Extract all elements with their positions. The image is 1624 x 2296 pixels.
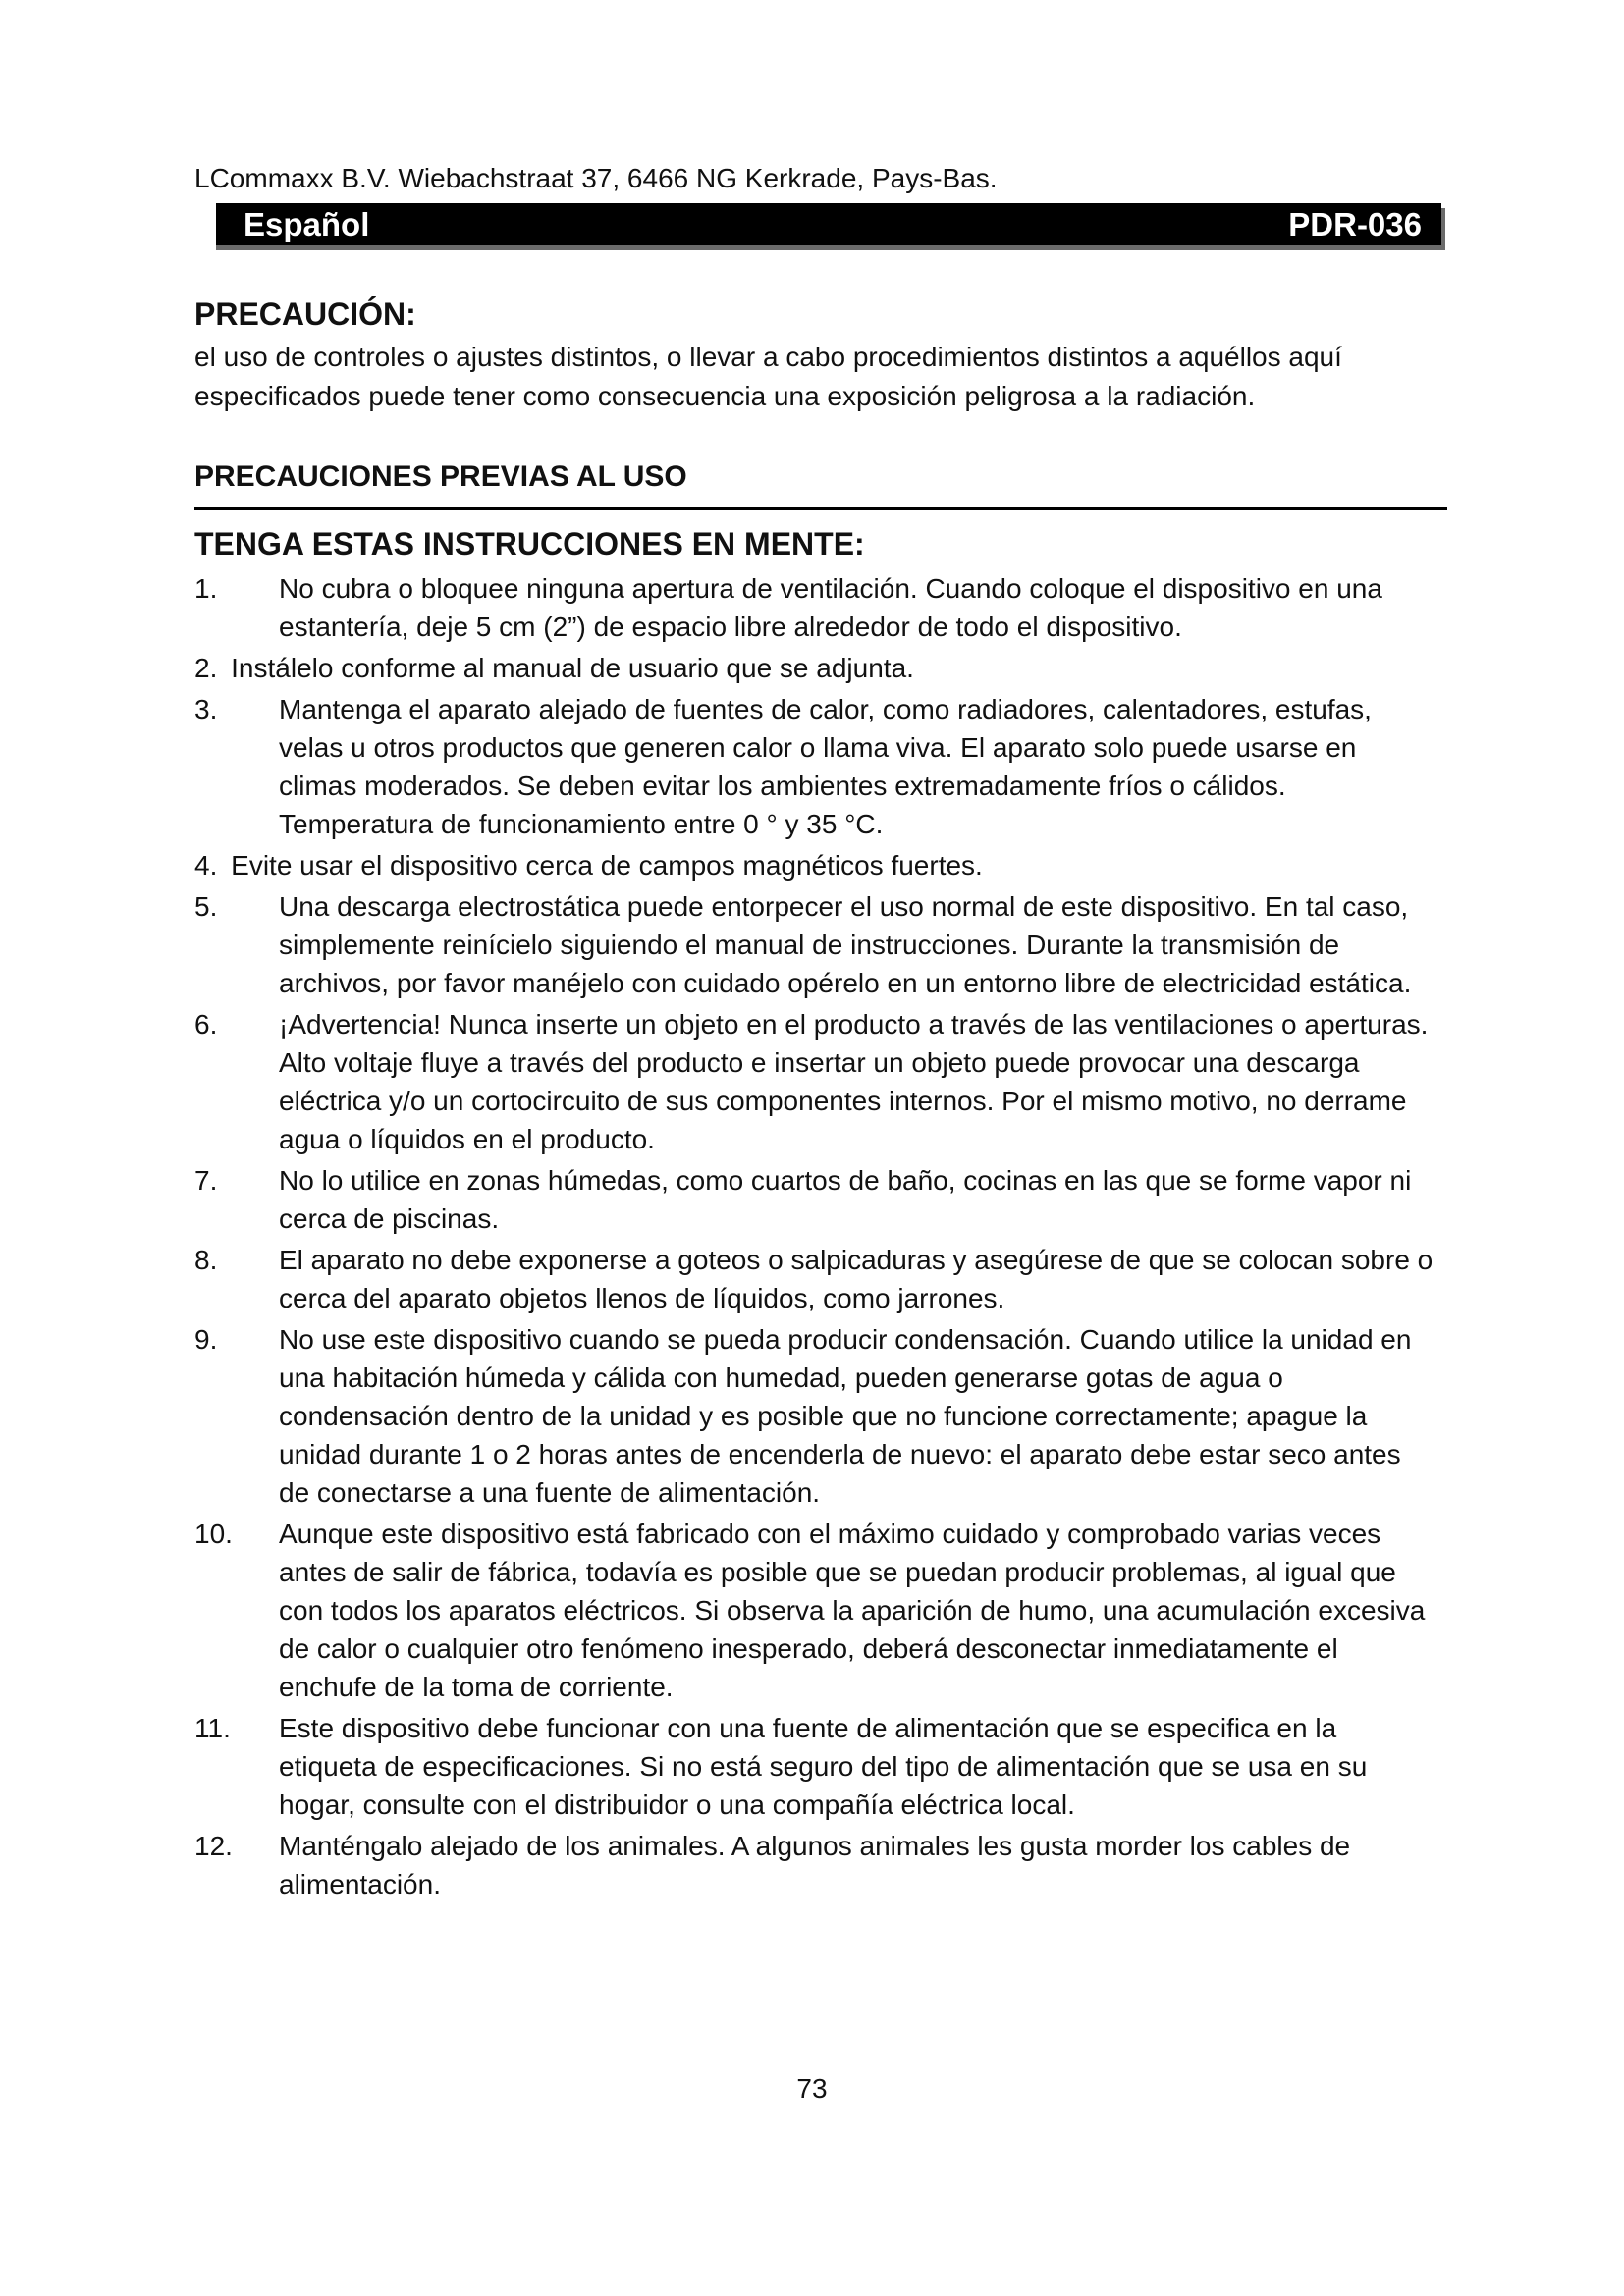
list-item bbox=[194, 1005, 1451, 1158]
list-item bbox=[194, 1515, 1451, 1706]
list-item-text: ¡Advertencia! Nunca inserte un objeto en el producto a través de las ventilaciones o aperturas. Alto voltaje fluye a través del producto e insertar un objeto puede provocar una descarga eléctrica y/o un cortocircuito de sus componentes internos. Por el mismo motivo, no derrame agua o líquidos en el producto. bbox=[279, 1009, 1429, 1154]
model-number: PDR-036 bbox=[1288, 206, 1422, 242]
list-item-number: 5. bbox=[194, 891, 218, 922]
list-item-text: Instálelo conforme al manual de usuario que se adjunta. bbox=[231, 653, 914, 683]
language-header-bar bbox=[216, 203, 1441, 245]
list-item-text: Mantenga el aparato alejado de fuentes de calor, como radiadores, calentadores, estufas, velas u otros productos que generen calor o llama viva. El aparato solo puede usarse en climas moderados. Se deben evitar los ambientes extremadamente fríos o cálidos. Temperatura de funcionamiento entre 0 ° y 35 °C. bbox=[279, 694, 1372, 839]
list-item-number: 4. bbox=[194, 850, 218, 881]
precautions-list bbox=[194, 569, 1451, 1906]
list-item bbox=[194, 1709, 1451, 1824]
list-item bbox=[194, 846, 1451, 884]
caution-heading: PRECAUCIÓN: bbox=[194, 296, 416, 332]
list-item bbox=[194, 1241, 1451, 1317]
list-item-number: 11. bbox=[194, 1713, 231, 1743]
page-number: 73 bbox=[796, 2073, 828, 2104]
list-item-number: 9. bbox=[194, 1324, 218, 1355]
list-item-text: No cubra o bloquee ninguna apertura de ventilación. Cuando coloque el dispositivo en una estantería, deje 5 cm (2”) de espacio libre alrededor de todo el dispositivo. bbox=[279, 573, 1382, 642]
list-item-text: Evite usar el dispositivo cerca de campos magnéticos fuertes. bbox=[231, 850, 983, 881]
header-bar-shadow bbox=[216, 245, 1441, 250]
list-item-number: 6. bbox=[194, 1009, 218, 1040]
list-item-number: 1. bbox=[194, 573, 218, 604]
header-bar-shadow-right bbox=[1441, 208, 1445, 250]
list-item-number: 7. bbox=[194, 1165, 218, 1196]
list-item-number: 3. bbox=[194, 694, 218, 724]
list-item-text: No use este dispositivo cuando se pueda producir condensación. Cuando utilice la unidad en una habitación húmeda y cálida con humedad, pueden generarse gotas de agua o condensación dentro de la unidad y es posible que no funcione correctamente; apague la unidad durante 1 o 2 horas antes de encenderla de nuevo: el aparato debe estar seco antes de conectarse a una fuente de alimentación. bbox=[279, 1324, 1412, 1508]
list-item-text: Este dispositivo debe funcionar con una fuente de alimentación que se especifica en la etiqueta de especificaciones. Si no está seguro del tipo de alimentación que se usa en su hogar, consulte con el distribuidor o una compañía eléctrica local. bbox=[279, 1713, 1368, 1820]
caution-paragraph: el uso de controles o ajustes distintos, o llevar a cabo procedimientos distintos a aquéllos aquí especificados puede tener como consecuencia una exposición peligrosa a la radiación. bbox=[194, 342, 1342, 411]
company-address: LCommaxx B.V. Wiebachstraat 37, 6466 NG Kerkrade, Pays-Bas. bbox=[194, 163, 998, 193]
list-item-number: 8. bbox=[194, 1245, 218, 1275]
list-item-text: Aunque este dispositivo está fabricado con el máximo cuidado y comprobado varias veces antes de salir de fábrica, todavía es posible que se puedan producir problemas, al igual que con todos los aparatos eléctricos. Si observa la aparición de humo, una acumulación excesiva de calor o cualquier otro fenómeno inesperado, deberá desconectar inmediatamente el enchufe de la toma de corriente. bbox=[279, 1519, 1426, 1702]
list-item bbox=[194, 690, 1451, 843]
list-item-text: Manténgalo alejado de los animales. A algunos animales les gusta morder los cables de alimentación. bbox=[279, 1831, 1351, 1899]
list-item-text: Una descarga electrostática puede entorpecer el uso normal de este dispositivo. En tal caso, simplemente reinícielo siguiendo el manual de instrucciones. Durante la transmisión de archivos, por favor manéjelo con cuidado opérelo en un entorno libre de electricidad estática. bbox=[279, 891, 1412, 998]
list-item bbox=[194, 569, 1451, 646]
list-item bbox=[194, 1827, 1451, 1903]
list-item bbox=[194, 1320, 1451, 1512]
list-item-number: 12. bbox=[194, 1831, 233, 1861]
list-item-text: No lo utilice en zonas húmedas, como cuartos de baño, cocinas en las que se forme vapor ni cerca de piscinas. bbox=[279, 1165, 1412, 1234]
list-item-text: El aparato no debe exponerse a goteos o salpicaduras y asegúrese de que se colocan sobre o cerca del aparato objetos llenos de líquidos, como jarrones. bbox=[279, 1245, 1434, 1313]
precautions-heading: PRECAUCIONES PREVIAS AL USO bbox=[194, 460, 687, 493]
list-item-number: 2. bbox=[194, 653, 218, 683]
instructions-subheading: TENGA ESTAS INSTRUCCIONES EN MENTE: bbox=[194, 526, 865, 561]
list-item bbox=[194, 649, 1451, 687]
section-divider bbox=[194, 507, 1447, 510]
list-item bbox=[194, 1161, 1451, 1238]
list-item-number: 10. bbox=[194, 1519, 233, 1549]
language-label: Español bbox=[244, 206, 370, 242]
list-item bbox=[194, 887, 1451, 1002]
